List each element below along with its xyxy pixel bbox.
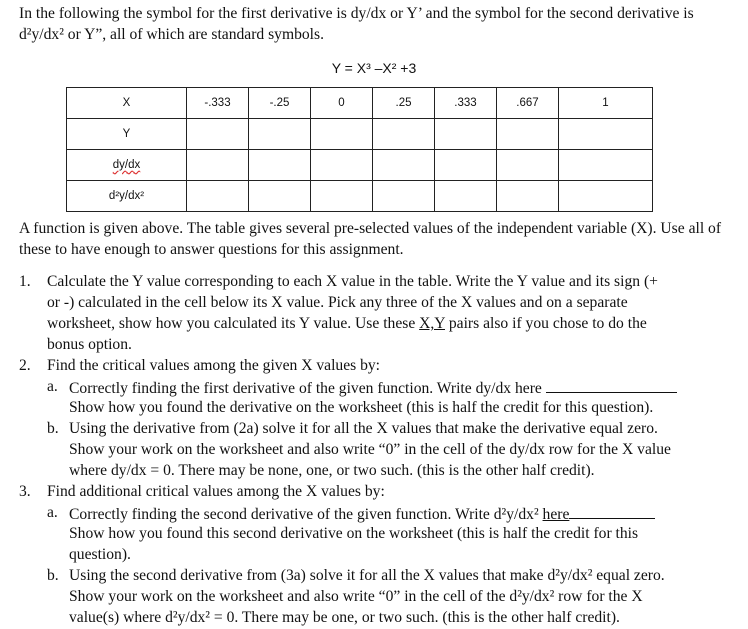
table-row-x: [67, 88, 653, 119]
y-value-cell[interactable]: [435, 119, 497, 150]
first-derivative-cell[interactable]: [497, 150, 559, 181]
question-2a-line: Show how you found the derivative on the worksheet (this is half the credit for this question).: [69, 399, 654, 416]
first-derivative-cell[interactable]: [373, 150, 435, 181]
x-value-cell: .25: [373, 88, 435, 119]
first-derivative-cell[interactable]: [249, 150, 311, 181]
question-2b-letter: b.: [47, 420, 59, 437]
second-derivative-cell[interactable]: [311, 181, 373, 212]
question-2-number: 2.: [19, 357, 31, 374]
first-derivative-cell[interactable]: [435, 150, 497, 181]
question-1-line: worksheet, show how you calculated its Y value. Use these X,Y pairs also if you chose to do the: [47, 315, 647, 332]
question-2a-letter: a.: [47, 378, 58, 395]
question-3a-line: Correctly finding the second derivative of the given function. Write d²y/dx² here: [69, 503, 655, 526]
second-derivative-cell[interactable]: [249, 181, 311, 212]
row-label-y: Y: [67, 119, 187, 150]
second-derivative-cell[interactable]: [435, 181, 497, 212]
second-derivative-cell[interactable]: [497, 181, 559, 212]
question-1-line: Calculate the Y value corresponding to each X value in the table. Write the Y value and its sign (+: [47, 273, 658, 290]
question-3b-line: value(s) where d²y/dx² = 0. There may be one, or two such. (this is the other half credit).: [69, 609, 620, 626]
y-value-cell[interactable]: [497, 119, 559, 150]
x-value-cell: .667: [497, 88, 559, 119]
table-row-y: [67, 119, 653, 150]
second-derivative-answer-blank[interactable]: [569, 503, 655, 519]
question-3-text: Find additional critical values among the X values by:: [47, 483, 385, 500]
xy-pairs-link: X,Y: [419, 315, 445, 332]
second-derivative-cell[interactable]: [373, 181, 435, 212]
row-label-first-derivative: dy/dx: [67, 150, 187, 181]
y-value-cell[interactable]: [249, 119, 311, 150]
question-3b-letter: b.: [47, 567, 59, 584]
question-1-number: 1.: [19, 273, 31, 290]
question-3a-line: question).: [69, 546, 131, 563]
question-3a-letter: a.: [47, 504, 58, 521]
y-value-cell[interactable]: [187, 119, 249, 150]
description-paragraph: A function is given above. The table gives several pre-selected values of the independent variable (X). Use all of these to have enough to answer questions for this assignment.: [19, 220, 722, 258]
question-3-number: 3.: [19, 483, 31, 500]
question-2b-line: Using the derivative from (2a) solve it for all the X values that make the derivative equal zero.: [69, 420, 658, 437]
y-value-cell[interactable]: [311, 119, 373, 150]
values-table: [66, 87, 653, 212]
second-derivative-cell[interactable]: [559, 181, 653, 212]
question-2b-line: Show your work on the worksheet and also write “0” in the cell of the dy/dx row for the X value: [69, 441, 671, 458]
x-value-cell: -.333: [187, 88, 249, 119]
question-3b-line: Using the second derivative from (3a) solve it for all the X values that make d²y/dx² equal zero.: [69, 567, 665, 584]
table-row-second-derivative: [67, 181, 653, 212]
second-derivative-cell[interactable]: [187, 181, 249, 212]
y-value-cell[interactable]: [373, 119, 435, 150]
row-label-x: X: [67, 88, 187, 119]
x-value-cell: .333: [435, 88, 497, 119]
x-value-cell: -.25: [249, 88, 311, 119]
x-value-cell: 1: [559, 88, 653, 119]
question-2-text: Find the critical values among the given X values by:: [47, 357, 381, 374]
y-value-cell[interactable]: [559, 119, 653, 150]
x-value-cell: 0: [311, 88, 373, 119]
first-derivative-cell[interactable]: [559, 150, 653, 181]
first-derivative-cell[interactable]: [311, 150, 373, 181]
question-3b-line: Show your work on the worksheet and also write “0” in the cell of the d²y/dx² row for the X: [69, 588, 643, 605]
intro-paragraph: In the following the symbol for the first derivative is dy/dx or Y’ and the symbol for the second derivative is d²y/dx² or Y”, all of which are standard symbols.: [19, 5, 694, 43]
question-2b-line: where dy/dx = 0. There may be none, one, or two such. (this is the other half credit).: [69, 462, 595, 479]
row-label-second-derivative: d²y/dx²: [67, 181, 187, 212]
question-3a-line: Show how you found this second derivative on the worksheet (this is half the credit for this: [69, 525, 639, 542]
table-row-first-derivative: [67, 150, 653, 181]
function-equation: Y = X³ –X² +3: [331, 60, 417, 76]
question-2a-line: Correctly finding the first derivative of the given function. Write dy/dx here: [69, 377, 677, 400]
first-derivative-cell[interactable]: [187, 150, 249, 181]
dydx-answer-blank[interactable]: [546, 377, 677, 393]
question-1-line: or -) calculated in the cell below its X value. Pick any three of the X values and on a separate: [47, 294, 628, 311]
question-1-line: bonus option.: [47, 336, 132, 353]
